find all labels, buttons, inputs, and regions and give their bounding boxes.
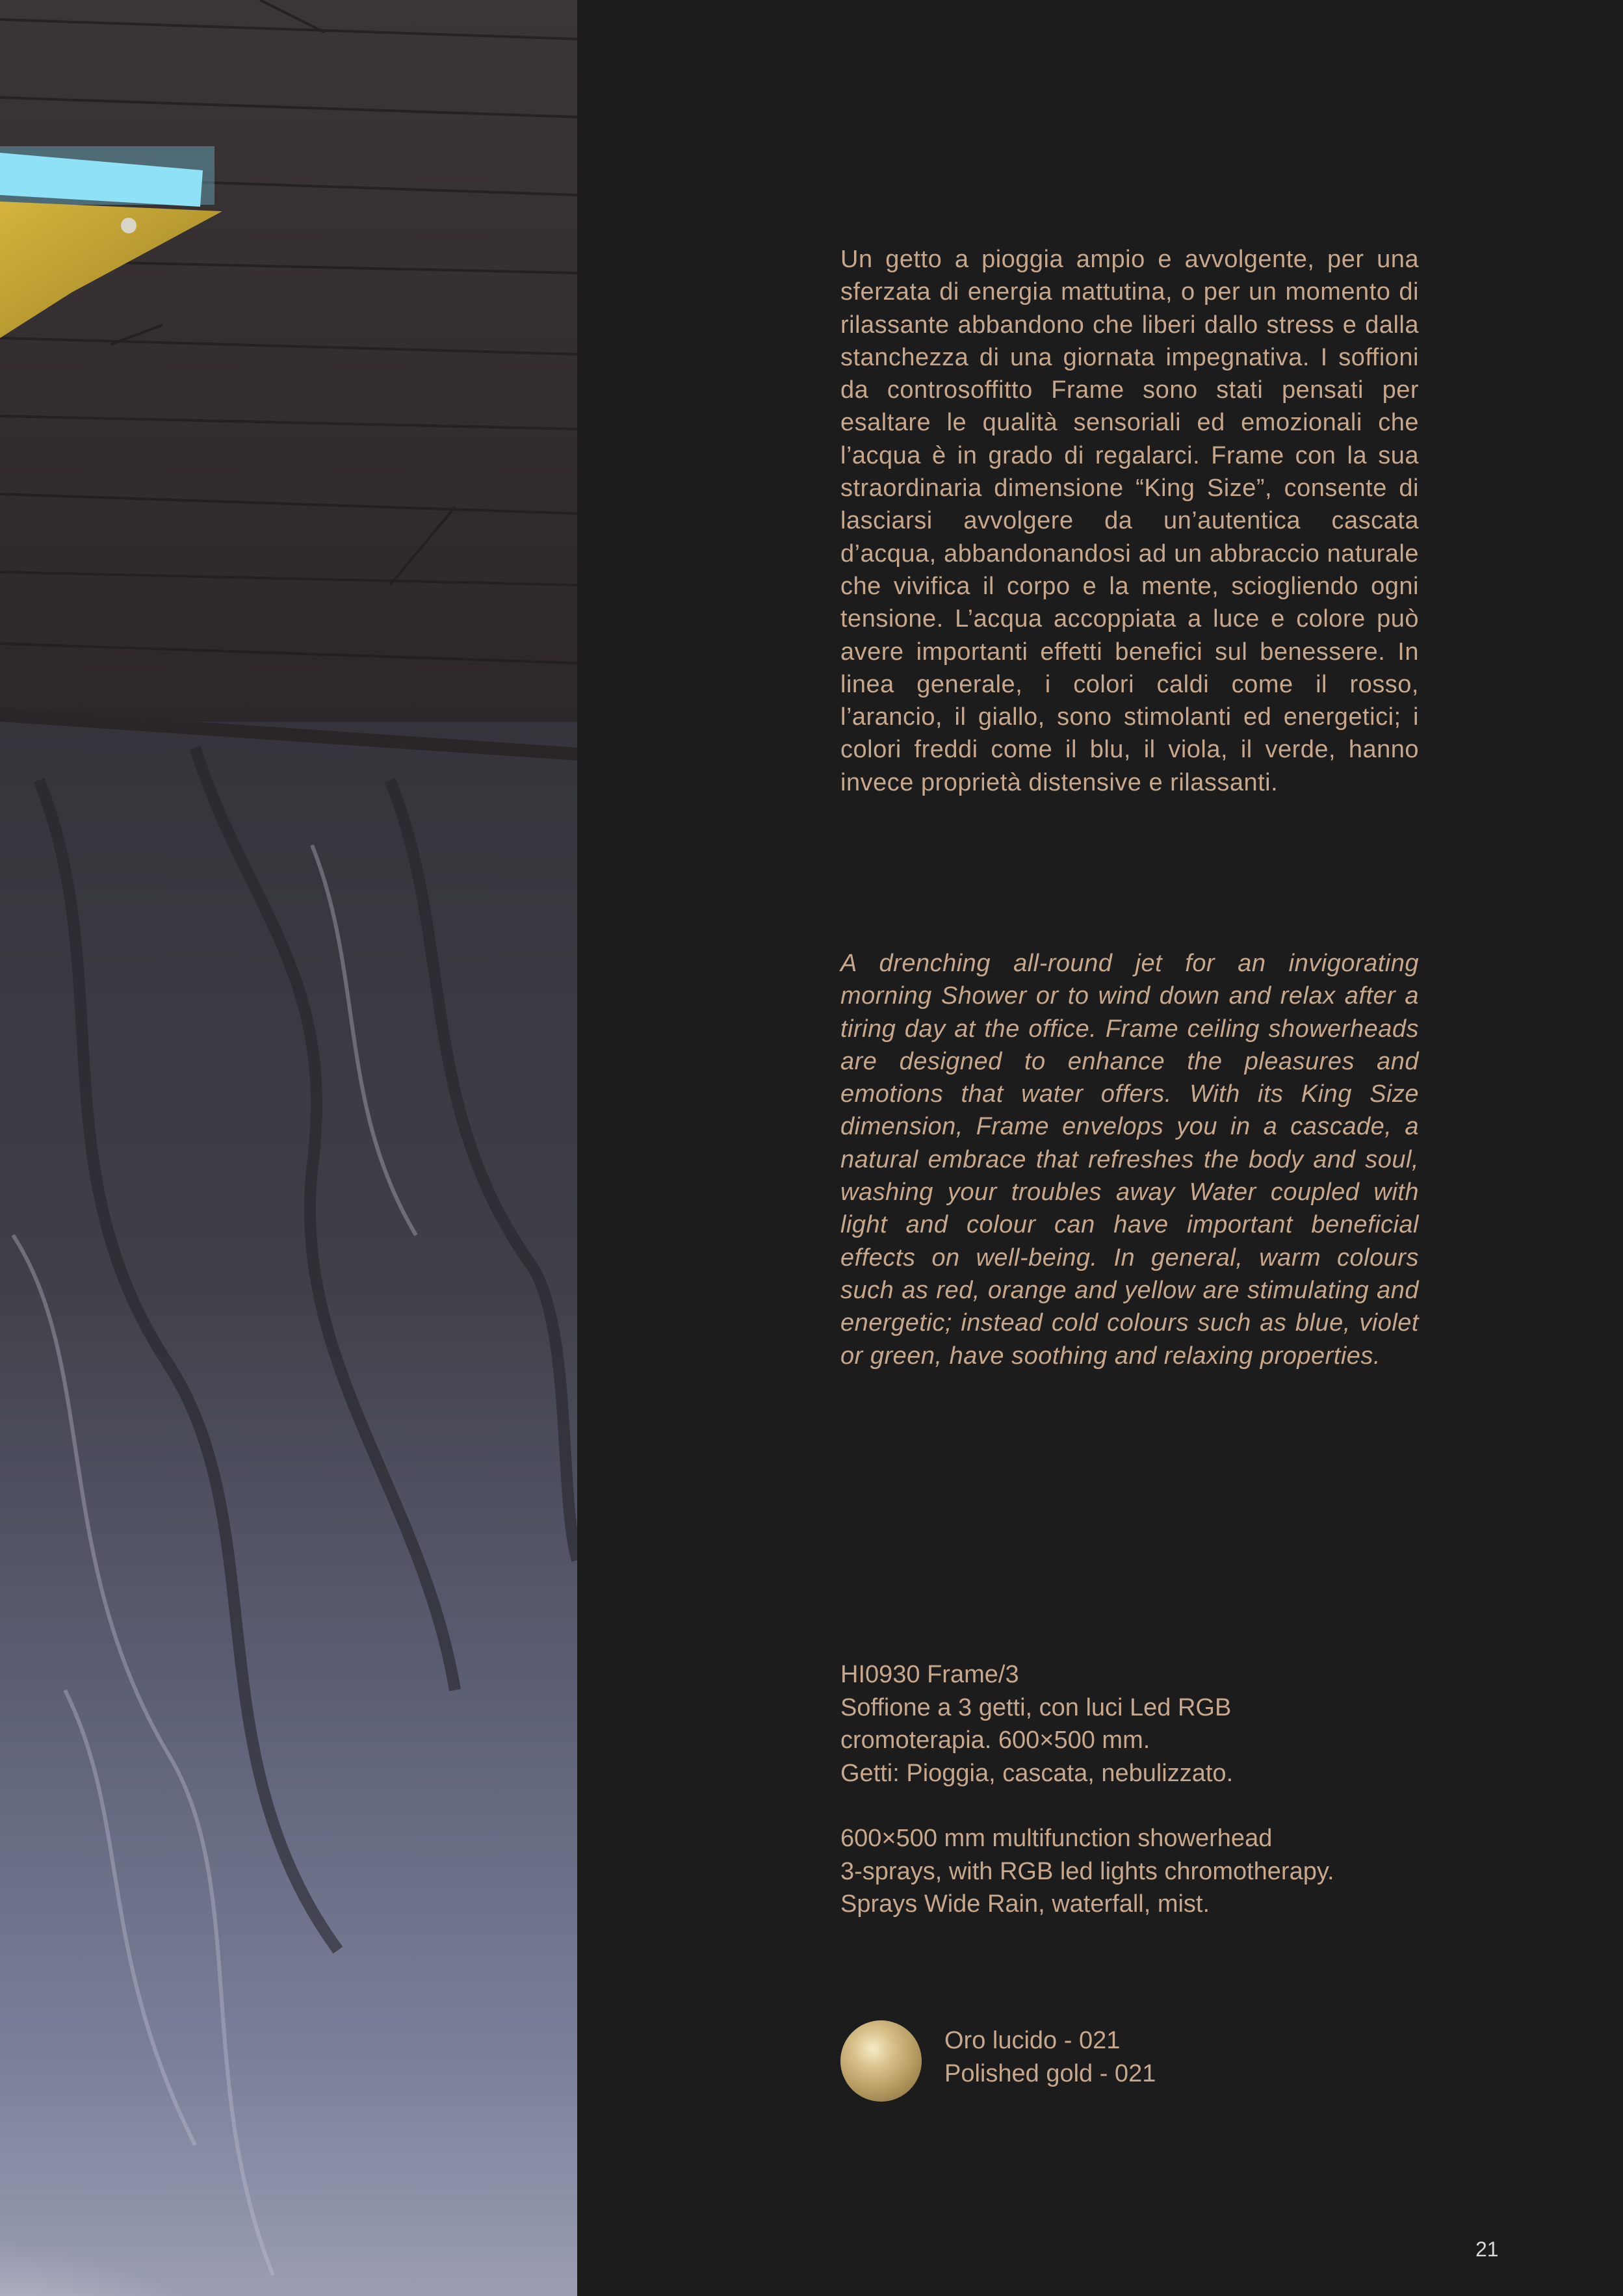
product-spec-italian: [840, 1658, 1425, 1790]
product-code: HI0930 Frame/3: [840, 1661, 1019, 1688]
finish-name-english: Polished gold - 021: [944, 2060, 1156, 2087]
spec-line: Getti: Pioggia, cascata, nebulizzato.: [840, 1759, 1234, 1787]
spec-line: Sprays Wide Rain, waterfall, mist.: [840, 1890, 1210, 1918]
spec-line: 3-sprays, with RGB led lights chromotherapy.: [840, 1857, 1334, 1885]
product-photo: [0, 0, 577, 2296]
spec-line: cromoterapia. 600×500 mm.: [840, 1727, 1150, 1754]
page-number: 21: [1475, 2237, 1499, 2261]
description-english: A drenching all-round jet for an invigorating morning Shower or to wind down and relax after a tiring day at the office. Frame ceiling showerheads are designed to enhance the pleasures and emotions that water offers. With its King Size dimension, Frame envelops you in a cascade, a natural embrace that refreshes the body and soul, washing your troubles away Water coupled with light and colour can have important beneficial effects on well-being. In general, warm colours such as red, orange and yellow are stimulating and energetic; instead cold colours such as blue, violet or green, have soothing and relaxing properties.: [840, 950, 1419, 1370]
product-spec-english: [840, 1822, 1425, 1921]
finish-name-italian: Oro lucido - 021: [944, 2027, 1121, 2054]
spec-line: 600×500 mm multifunction showerhead: [840, 1825, 1273, 1852]
finish-label: [944, 2024, 1156, 2091]
spec-line: Soffione a 3 getti, con luci Led RGB: [840, 1693, 1232, 1721]
finish-swatch-gold: [840, 2020, 922, 2102]
wood-ceiling: [0, 0, 577, 735]
description-italian: Un getto a pioggia ampio e avvolgente, per una sferzata di energia mattutina, o per un momento di rilassante abbandono che liberi dallo stress e dalla stanchezza di una giornata impegnativa. I soffioni da controsoffitto Frame sono stati pensati per esaltare le qualità sensoriali ed emozionali che l’acqua è in grado di regalarci. Frame con la sua straordinaria dimensione “King Size”, consente di lasciarsi avvolgere da un’autentica cascata d’acqua, abbandonandosi ad un abbraccio naturale che vivifica il corpo e la mente, sciogliendo ogni tensione. L’acqua accoppiata a luce e colore può avere importanti effetti benefici sul benessere. In linea generale, i colori caldi come il rosso, l’arancio, il giallo, sono stimolanti ed energetici; i colori freddi come il blu, il viola, il verde, hanno invece proprietà distensive e rilassanti.: [840, 246, 1419, 796]
